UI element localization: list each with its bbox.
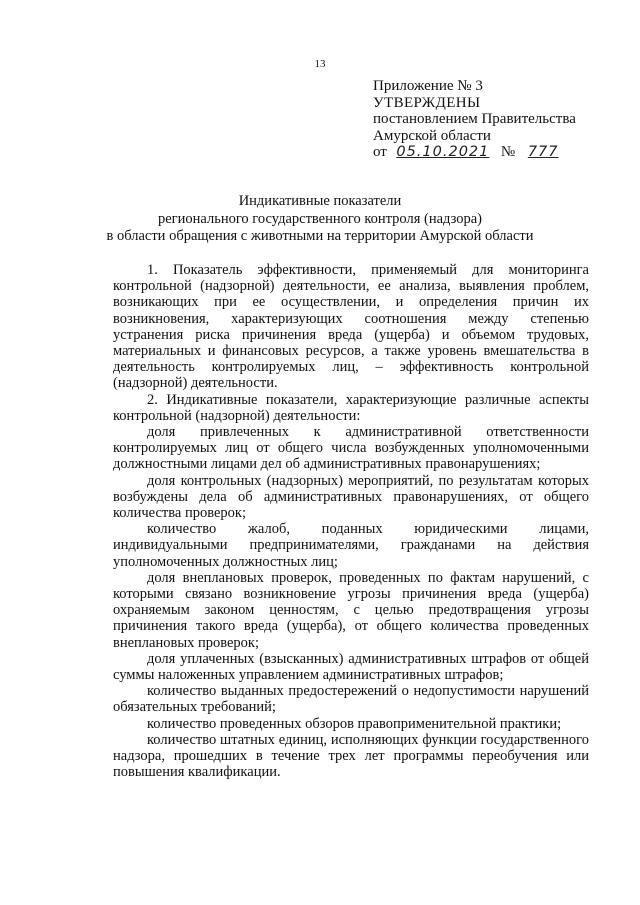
list-item: количество проведенных обзоров правоприменительной практики;	[147, 715, 562, 732]
handwritten-number: 777	[527, 144, 559, 160]
number-label: №	[500, 144, 516, 160]
approval-block	[373, 78, 623, 161]
appendix-label: Приложение № 3	[373, 78, 483, 94]
list-item: количество штатных единиц, исполняющих функции государственного надзора, прошедших в течение трех лет программы переобучения или повышения квалификации.	[113, 731, 589, 781]
list-item: доля контрольных (надзорных) мероприятий, по результатам которых возбуждены дела об административных правонарушениях, от общего количества проверок;	[113, 472, 589, 522]
paragraph-2: 2. Индикативные показатели, характеризующие различные аспекты контрольной (надзорной) деятельности:	[113, 391, 589, 424]
page-number: 13	[314, 58, 326, 70]
list-item: доля уплаченных (взысканных) административных штрафов от общей суммы наложенных управлением административных штрафов;	[113, 650, 589, 684]
handwritten-date: 05.10.2021	[396, 144, 490, 160]
list-item: доля привлеченных к административной ответственности контролируемых лиц от общего числа возбужденных уполномоченными должностными лицами дел об административных правонарушениях;	[113, 424, 589, 473]
document-title	[60, 193, 580, 246]
list-item: количество жалоб, поданных юридическими лицами, индивидуальными предпринимателями, гражданами на действия уполномоченных должностных лиц;	[113, 521, 589, 570]
approved-by-line1: постановлением Правительства	[373, 111, 576, 127]
approval-date-row	[373, 144, 623, 161]
title-line-2: регионального государственного контроля (надзора)	[158, 210, 482, 227]
from-label: от	[373, 144, 387, 160]
list-item: количество выданных предостережений о недопустимости нарушений обязательных требований;	[113, 683, 589, 716]
list-item: доля внеплановых проверок, проведенных по фактам нарушений, с которыми связано возникновение угрозы причинения вреда (ущерба) охраняемым законом ценностям, с целью предотвращения угрозы причинения такого вреда (ущерба), от общего количества проведенных внеплановых проверок;	[113, 569, 589, 651]
title-line-3: в области обращения с животными на территории Амурской области	[106, 228, 534, 244]
approved-heading: УТВЕРЖДЕНЫ	[373, 94, 481, 111]
document-body	[113, 262, 589, 781]
approved-by-line2: Амурской области	[373, 127, 491, 144]
title-line-1: Индикативные показатели	[238, 193, 402, 209]
paragraph-1: 1. Показатель эффективности, применяемый для мониторинга контрольной (надзорной) деятельности, ее анализа, выявления проблем, возникающих при ее осуществлении, и определения причин их возникновения, характеризующих соотношения между степенью устранения риска причинения вреда (ущерба) и объемом трудовых, материальных и финансовых ресурсов, а также уровень вмешательства в деятельность контролируемых лиц, – эффективность контрольной (надзорной) деятельности.	[113, 262, 589, 392]
